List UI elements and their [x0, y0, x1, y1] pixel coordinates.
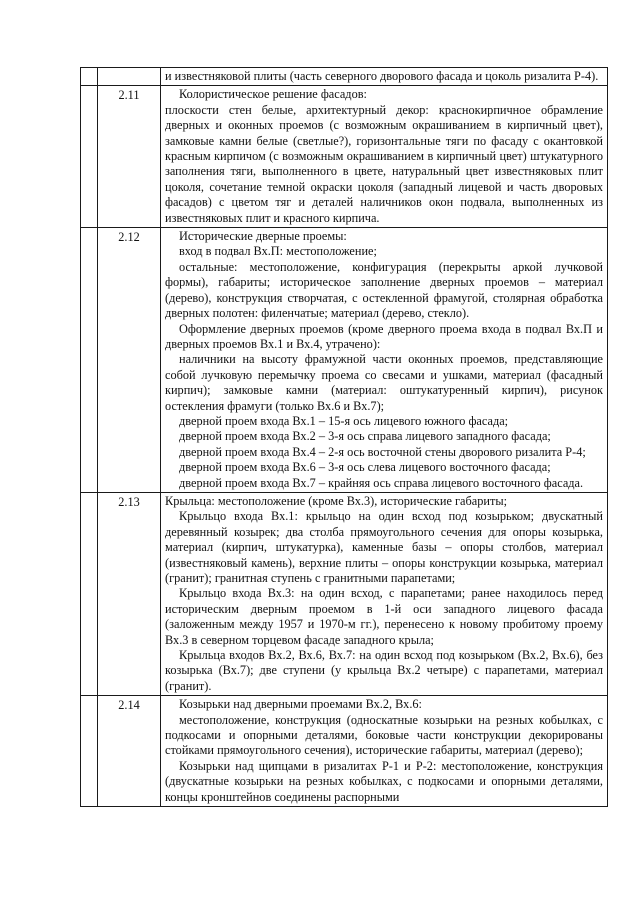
table-row [81, 68, 608, 86]
text-line: Крыльцо входа Вх.3: на один всход, с парапетами; ранее находилось перед историческим дверным проемом в 1-й оси западного лицевого фасада (заложенным между 1957 и 1970-м гг.), перенесено к новому пробитому проему Вх.3 в северном торцевом фасаде западного крыла; [165, 586, 603, 647]
text-line: дверной проем входа Вх.2 – 3-я ось справа лицевого западного фасада; [179, 429, 551, 444]
document-table [80, 67, 608, 807]
table-row [81, 696, 608, 807]
text-line: Оформление дверных проемов (кроме дверного проема входа в подвал Вх.П и дверных проемов Вх.1 и Вх.4, утрачено): [165, 321, 603, 351]
text-line: дверной проем входа Вх.4 – 2-я ось восточной стены дворового ризалита Р-4; [179, 444, 586, 459]
item-number: 2.12 [98, 228, 161, 493]
text-line: Крыльцо входа Вх.1: крыльцо на один всход под козырьком; двускатный деревянный козырек; два столба прямоугольного сечения для опоры козырька, материал (кирпич, штукатурка), каменные базы – опоры столбов, материал (известняковый камень), верхние плиты – опоры конструкции козырька, материал (гранит); гранитная ступень с гранитными парапетами; [165, 509, 603, 585]
text-line: плоскости стен белые, архитектурный декор: краснокирпичное обрамление дверных и оконных проемов (с возможным окрашиванием в кирпичный цвет), замковые камни белые (светлые?), горизонтальные тяги по фасаду с окантовкой красным кирпичом (с возможным окрашиванием в кирпичный цвет) штукатурного заполнения тяги, выполненного в цвете, натуральный цвет известняковых плит цоколя, сочетание темной окраски цоколя (западный лицевой и часть дворовых фасадов) с цветом тяг и деталей наличников окон подвала, выполненных из известняковых плит и красного кирпича. [165, 102, 603, 225]
text-line: дверной проем входа Вх.6 – 3-я ось слева лицевого восточного фасада; [179, 460, 551, 475]
text-line: и известняковой плиты (часть северного дворового фасада и цоколь ризалита Р-4). [165, 69, 599, 83]
margin-cell [81, 228, 98, 493]
text-line: Колористическое решение фасадов: [179, 87, 367, 102]
text-line: дверной проем входа Вх.1 – 15-я ось лицевого южного фасада; [179, 413, 509, 428]
item-text [161, 86, 608, 228]
item-number [98, 68, 161, 86]
text-line: вход в подвал Вх.П: местоположение; [179, 244, 377, 259]
text-line: наличники на высоту фрамужной части оконных проемов, представляющие собой лучковую перемычку проема со свесами и ушками, материал (фасадный кирпич); замковые камни (материал: оштукатуренный кирпич), рисунок остекления фрамуги (только Вх.6 и Вх.7); [165, 352, 603, 413]
margin-cell [81, 68, 98, 86]
item-number: 2.14 [98, 696, 161, 807]
item-text [161, 696, 608, 807]
text-line: Крыльца: местоположение (кроме Вх.3), исторические габариты; [165, 493, 508, 508]
text-line: Козырьки над дверными проемами Вх.2, Вх.6: [179, 697, 422, 712]
text-line: остальные: местоположение, конфигурация (перекрыты аркой лучковой формы), габариты; историческое заполнение дверных проемов – материал (дерево), конструкция створчатая, с остекленной фрамугой, столярная обработка дверных полотен: филенчатые; материал (дерево, стекло). [165, 259, 603, 321]
margin-cell [81, 696, 98, 807]
item-text [161, 68, 608, 86]
text-line: Козырьки над щипцами в ризалитах Р-1 и Р-2: местоположение, конструкция (двускатные козырьки на резных кобылках, с подкосами и опорными деталями, концы кронштейнов соединены распорными [165, 758, 603, 804]
text-line: Крыльца входов Вх.2, Вх.6, Вх.7: на один всход под козырьком (Вх.2, Вх.6), без козырька (Вх.7); две ступени (у крыльца Вх.2 четыре) с парапетами, материал (гранит). [165, 648, 603, 693]
margin-cell [81, 86, 98, 228]
text-line: местоположение, конструкция (односкатные козырьки на резных кобылках, с подкосами и опорными деталями, боковые части конструкции декорированы стойками прямоугольного сечения), исторические габариты, материал (дерево); [165, 712, 603, 758]
item-text [161, 228, 608, 493]
table-row [81, 86, 608, 228]
item-number: 2.13 [98, 492, 161, 695]
text-line: Исторические дверные проемы: [179, 229, 347, 244]
text-line: дверной проем входа Вх.7 – крайняя ось справа лицевого восточного фасада. [179, 475, 584, 490]
item-text [161, 492, 608, 695]
table-row [81, 228, 608, 493]
table-row [81, 492, 608, 695]
margin-cell [81, 492, 98, 695]
item-number: 2.11 [98, 86, 161, 228]
